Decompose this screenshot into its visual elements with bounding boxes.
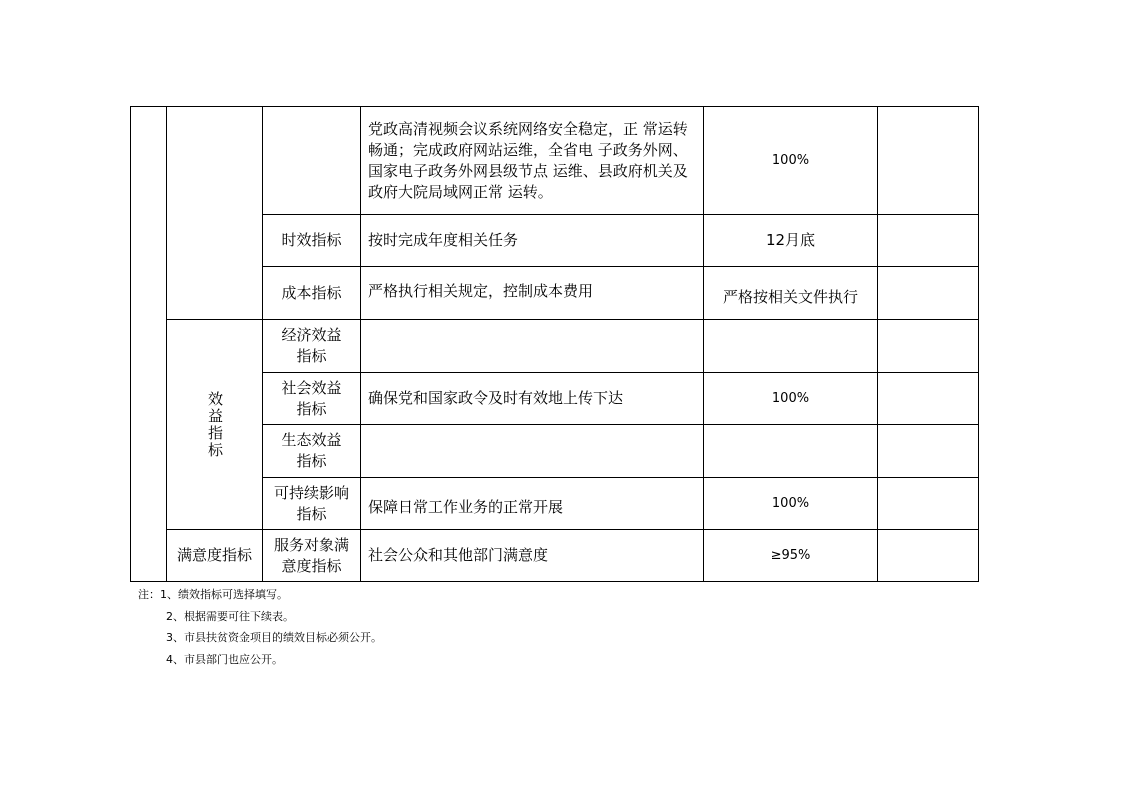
- satisfaction-content: 社会公众和其他部门满意度: [368, 546, 549, 564]
- ecological-benefit-value: [704, 425, 877, 477]
- footnote-3: 3、市县扶贫资金项目的绩效目标必须公开。: [166, 631, 382, 644]
- social-benefit-content: 确保党和国家政令及时有效地上传下达: [368, 389, 624, 407]
- sustainability-label: 可持续影响指标: [273, 483, 349, 523]
- table-border-left: [130, 106, 131, 582]
- cost-indicator-label: 成本指标: [281, 283, 342, 302]
- satisfaction-value: ≥95%: [770, 548, 811, 563]
- cost-indicator-content: 严格执行相关规定，控制成本费用: [368, 282, 594, 300]
- time-indicator-label: 时效指标: [281, 231, 342, 249]
- benefit-indicator-group-label: [167, 320, 262, 529]
- quality-indicator-content: 党政高清视频会议系统网络安全稳定，正 常运转畅通；完成政府网站运维，全省电 子政务外网、国家电子政务外网县级节点 运维、县政府机关及政府大院局域网正常 运转。: [368, 119, 688, 201]
- column-divider: [877, 106, 878, 582]
- social-benefit-label: 社会效益指标: [281, 378, 342, 418]
- cost-indicator-value: 严格按相关文件执行: [722, 287, 858, 306]
- economic-benefit-content: [361, 320, 703, 372]
- ecological-benefit-label: 生态效益指标: [281, 431, 342, 470]
- economic-benefit-value: [704, 320, 877, 372]
- footnote-1: 注：1、绩效指标可选择填写。: [138, 588, 288, 601]
- ecological-benefit-content: [361, 425, 703, 477]
- quality-indicator-value: 100%: [771, 153, 810, 168]
- satisfaction-group-label: 满意度指标: [176, 546, 252, 564]
- sustainability-value: 100%: [771, 496, 810, 511]
- economic-benefit-label: 经济效益指标: [281, 326, 342, 365]
- table-border-right: [978, 106, 979, 582]
- footnote-4: 4、市县部门也应公开。: [166, 652, 283, 666]
- benefit-indicator-group-text: 效益指标: [206, 390, 224, 459]
- social-benefit-value: 100%: [771, 391, 810, 406]
- table-border-bottom: [130, 581, 979, 582]
- time-indicator-value: 12月底: [765, 231, 816, 249]
- footnote-2: 2、根据需要可往下续表。: [166, 609, 294, 623]
- satisfaction-label: 服务对象满意度指标: [273, 535, 349, 575]
- footnotes: [138, 584, 382, 670]
- sustainability-content: 保障日常工作业务的正常开展: [368, 498, 564, 516]
- time-indicator-content: 按时完成年度相关任务: [368, 231, 519, 249]
